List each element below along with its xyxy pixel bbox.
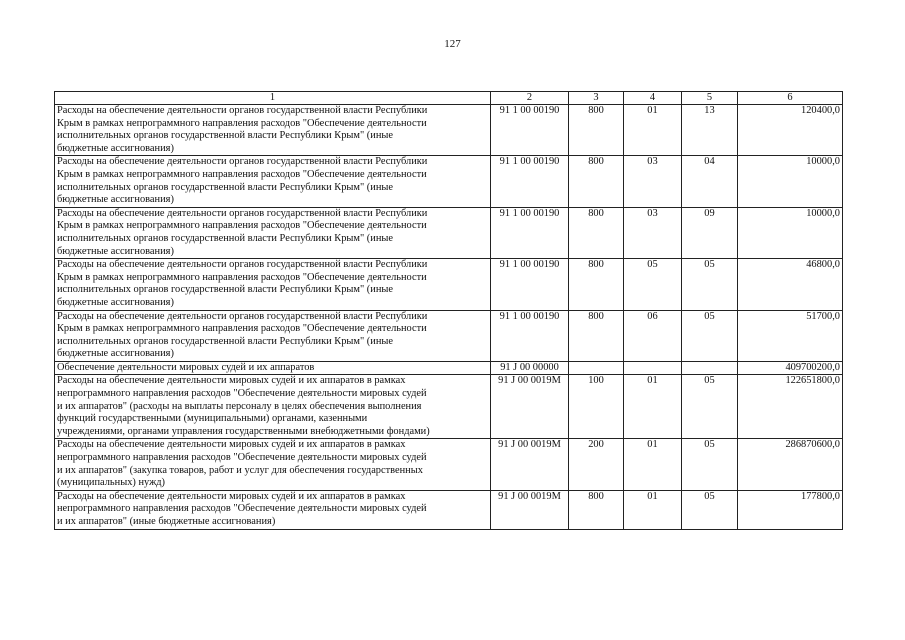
section-cell: 05 bbox=[624, 259, 682, 310]
section-cell: 06 bbox=[624, 310, 682, 361]
description-cell bbox=[55, 156, 491, 207]
description-cell bbox=[55, 439, 491, 490]
description-line: бюджетные ассигнования) bbox=[57, 348, 174, 360]
code-cell: 91 J 00 0019M bbox=[491, 439, 569, 490]
description-line: Расходы на обеспечение деятельности органов государственной власти Республики bbox=[57, 259, 428, 271]
subsection-cell: 04 bbox=[682, 156, 738, 207]
header-cell: 5 bbox=[682, 92, 738, 105]
description-cell bbox=[55, 310, 491, 361]
description-line: Расходы на обеспечение деятельности мировых судей и их аппаратов в рамках bbox=[57, 439, 406, 451]
table-row bbox=[55, 375, 843, 439]
expense-type-cell: 800 bbox=[569, 310, 624, 361]
sum-cell: 120400,0 bbox=[738, 105, 843, 156]
sum-cell: 286870600,0 bbox=[738, 439, 843, 490]
description-line: бюджетные ассигнования) bbox=[57, 245, 174, 257]
table-row bbox=[55, 439, 843, 490]
description-line: Обеспечение деятельности мировых судей и их аппаратов bbox=[57, 361, 315, 373]
expense-type-cell: 200 bbox=[569, 439, 624, 490]
description-line: бюджетные ассигнования) bbox=[57, 142, 174, 154]
table-row bbox=[55, 490, 843, 529]
section-cell: 01 bbox=[624, 439, 682, 490]
subsection-cell bbox=[682, 361, 738, 375]
description-line: исполнительных органов государственной власти Республики Крым" (иные bbox=[57, 130, 393, 142]
table-row bbox=[55, 156, 843, 207]
description-cell bbox=[55, 375, 491, 439]
description-line: Крым в рамках непрограммного направления расходов "Обеспечение деятельности bbox=[57, 323, 427, 335]
description-line: исполнительных органов государственной власти Республики Крым" (иные bbox=[57, 181, 393, 193]
page-number: 127 bbox=[444, 38, 461, 50]
sum-cell: 122651800,0 bbox=[738, 375, 843, 439]
description-line: Расходы на обеспечение деятельности мировых судей и их аппаратов в рамках bbox=[57, 375, 406, 387]
code-cell: 91 J 00 0019M bbox=[491, 490, 569, 529]
description-line: Расходы на обеспечение деятельности органов государственной власти Республики bbox=[57, 207, 428, 219]
description-line: бюджетные ассигнования) bbox=[57, 296, 174, 308]
expense-type-cell: 800 bbox=[569, 105, 624, 156]
header-cell: 3 bbox=[569, 92, 624, 105]
header-cell: 6 bbox=[738, 92, 843, 105]
description-line: и их аппаратов" (иные бюджетные ассигнования) bbox=[57, 516, 276, 527]
subsection-cell: 09 bbox=[682, 207, 738, 258]
sum-cell: 51700,0 bbox=[738, 310, 843, 361]
section-cell: 03 bbox=[624, 156, 682, 207]
code-cell: 91 1 00 00190 bbox=[491, 259, 569, 310]
header-cell: 2 bbox=[491, 92, 569, 105]
description-cell bbox=[55, 207, 491, 258]
expense-type-cell: 800 bbox=[569, 490, 624, 529]
subsection-cell: 13 bbox=[682, 105, 738, 156]
expense-type-cell: 800 bbox=[569, 207, 624, 258]
sum-cell: 10000,0 bbox=[738, 156, 843, 207]
expense-type-cell: 100 bbox=[569, 375, 624, 439]
code-cell: 91 1 00 00190 bbox=[491, 156, 569, 207]
code-cell: 91 1 00 00190 bbox=[491, 207, 569, 258]
subsection-cell: 05 bbox=[682, 310, 738, 361]
description-line: Крым в рамках непрограммного направления расходов "Обеспечение деятельности bbox=[57, 271, 427, 283]
description-line: непрограммного направления расходов "Обеспечение деятельности мировых судей bbox=[57, 503, 427, 515]
code-cell: 91 1 00 00190 bbox=[491, 310, 569, 361]
code-cell: 91 J 00 00000 bbox=[491, 361, 569, 375]
description-cell bbox=[55, 259, 491, 310]
table-row bbox=[55, 207, 843, 258]
description-cell bbox=[55, 490, 491, 529]
description-line: непрограммного направления расходов "Обеспечение деятельности мировых судей bbox=[57, 452, 427, 464]
description-line: и их аппаратов" (расходы на выплаты персоналу в целях обеспечения выполнения bbox=[57, 400, 422, 412]
subsection-cell: 05 bbox=[682, 490, 738, 529]
expense-type-cell: 800 bbox=[569, 156, 624, 207]
header-cell: 1 bbox=[55, 92, 491, 105]
description-line: Крым в рамках непрограммного направления расходов "Обеспечение деятельности bbox=[57, 220, 427, 232]
description-cell bbox=[55, 361, 491, 375]
description-line: исполнительных органов государственной власти Республики Крым" (иные bbox=[57, 284, 393, 296]
description-line: непрограммного направления расходов "Обеспечение деятельности мировых судей bbox=[57, 388, 427, 400]
description-line: Крым в рамках непрограммного направления расходов "Обеспечение деятельности bbox=[57, 117, 427, 129]
sum-cell: 10000,0 bbox=[738, 207, 843, 258]
description-line: исполнительных органов государственной власти Республики Крым" (иные bbox=[57, 232, 393, 244]
code-cell: 91 J 00 0019M bbox=[491, 375, 569, 439]
table-row bbox=[55, 361, 843, 375]
subsection-cell: 05 bbox=[682, 259, 738, 310]
header-row bbox=[55, 92, 843, 105]
section-cell bbox=[624, 361, 682, 375]
description-line: Расходы на обеспечение деятельности органов государственной власти Республики bbox=[57, 156, 428, 168]
expense-type-cell bbox=[569, 361, 624, 375]
section-cell: 01 bbox=[624, 490, 682, 529]
subsection-cell: 05 bbox=[682, 439, 738, 490]
description-line: бюджетные ассигнования) bbox=[57, 194, 174, 206]
description-line: Расходы на обеспечение деятельности органов государственной власти Республики bbox=[57, 105, 428, 116]
description-line: Расходы на обеспечение деятельности органов государственной власти Республики bbox=[57, 310, 428, 322]
expense-type-cell: 800 bbox=[569, 259, 624, 310]
section-cell: 01 bbox=[624, 375, 682, 439]
description-line: Расходы на обеспечение деятельности мировых судей и их аппаратов в рамках bbox=[57, 490, 406, 502]
table-row bbox=[55, 310, 843, 361]
budget-table bbox=[54, 91, 843, 530]
description-line: учреждениями, органами управления государственными внебюджетными фондами) bbox=[57, 425, 430, 437]
table-row bbox=[55, 105, 843, 156]
description-line: и их аппаратов" (закупка товаров, работ и услуг для обеспечения государственных bbox=[57, 464, 423, 476]
sum-cell: 409700200,0 bbox=[738, 361, 843, 375]
subsection-cell: 05 bbox=[682, 375, 738, 439]
table-body bbox=[55, 105, 843, 530]
description-line: функций государственными (муниципальными) органами, казенными bbox=[57, 413, 368, 425]
description-cell bbox=[55, 105, 491, 156]
section-cell: 01 bbox=[624, 105, 682, 156]
description-line: (муниципальных) нужд) bbox=[57, 477, 166, 489]
description-line: Крым в рамках непрограммного направления расходов "Обеспечение деятельности bbox=[57, 168, 427, 180]
sum-cell: 177800,0 bbox=[738, 490, 843, 529]
code-cell: 91 1 00 00190 bbox=[491, 105, 569, 156]
header-cell: 4 bbox=[624, 92, 682, 105]
section-cell: 03 bbox=[624, 207, 682, 258]
sum-cell: 46800,0 bbox=[738, 259, 843, 310]
table-row bbox=[55, 259, 843, 310]
description-line: исполнительных органов государственной власти Республики Крым" (иные bbox=[57, 335, 393, 347]
